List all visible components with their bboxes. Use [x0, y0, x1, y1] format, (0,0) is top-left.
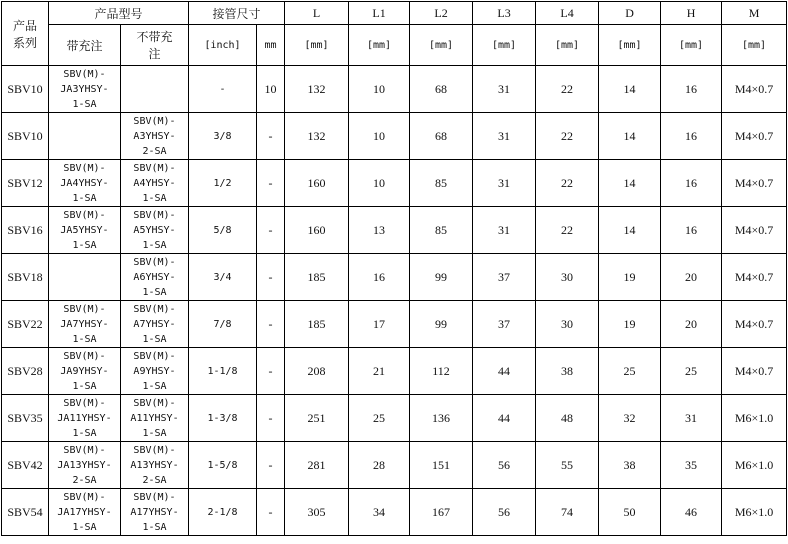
pipe-inch-cell: 3/4 — [189, 254, 257, 301]
dim-L2-cell: 99 — [410, 301, 473, 348]
model-without-charge-cell: SBV(M)- A3YHSY- 2-SA — [121, 113, 189, 160]
header-without-charge: 不带充 注 — [121, 25, 189, 66]
model-without-charge-cell — [121, 66, 189, 113]
dim-L1-cell: 17 — [349, 301, 410, 348]
header-L: L — [285, 2, 349, 25]
header-L4: L4 — [536, 2, 599, 25]
dim-L4-cell: 22 — [536, 113, 599, 160]
header-row-1 — [2, 2, 787, 25]
dim-L-cell: 160 — [285, 160, 349, 207]
dim-D-cell: 32 — [599, 395, 661, 442]
dim-L3-cell: 44 — [473, 395, 536, 442]
dim-L4-cell: 22 — [536, 66, 599, 113]
dim-H-cell: 46 — [661, 489, 722, 536]
dim-L3-cell: 31 — [473, 66, 536, 113]
pipe-inch-cell: 7/8 — [189, 301, 257, 348]
model-without-charge-cell: SBV(M)- A7YHSY- 1-SA — [121, 301, 189, 348]
dim-L-cell: 281 — [285, 442, 349, 489]
thread-M-cell: M4×0.7 — [722, 113, 787, 160]
thread-M-cell: M4×0.7 — [722, 160, 787, 207]
dim-L4-cell: 38 — [536, 348, 599, 395]
unit-L2: [mm] — [410, 25, 473, 66]
thread-M-cell: M6×1.0 — [722, 489, 787, 536]
model-with-charge-cell: SBV(M)- JA17YHSY- 1-SA — [49, 489, 121, 536]
pipe-inch-cell: - — [189, 66, 257, 113]
spec-table — [1, 1, 787, 536]
header-L1: L1 — [349, 2, 410, 25]
model-with-charge-cell: SBV(M)- JA3YHSY- 1-SA — [49, 66, 121, 113]
pipe-mm-cell: - — [257, 395, 285, 442]
series-cell: SBV35 — [2, 395, 49, 442]
pipe-mm-cell: 10 — [257, 66, 285, 113]
pipe-inch-cell: 2-1/8 — [189, 489, 257, 536]
dim-L2-cell: 68 — [410, 113, 473, 160]
series-cell: SBV16 — [2, 207, 49, 254]
dim-L2-cell: 99 — [410, 254, 473, 301]
dim-L2-cell: 112 — [410, 348, 473, 395]
header-mm: mm — [257, 25, 285, 66]
dim-D-cell: 19 — [599, 254, 661, 301]
unit-L4: [mm] — [536, 25, 599, 66]
table-row — [2, 113, 787, 160]
dim-H-cell: 20 — [661, 254, 722, 301]
pipe-mm-cell: - — [257, 160, 285, 207]
dim-L4-cell: 30 — [536, 254, 599, 301]
model-with-charge-cell: SBV(M)- JA4YHSY- 1-SA — [49, 160, 121, 207]
dim-D-cell: 14 — [599, 207, 661, 254]
dim-L-cell: 208 — [285, 348, 349, 395]
unit-L3: [mm] — [473, 25, 536, 66]
dim-L3-cell: 31 — [473, 207, 536, 254]
header-series: 产品 系列 — [2, 2, 49, 66]
dim-L4-cell: 22 — [536, 160, 599, 207]
header-with-charge: 带充注 — [49, 25, 121, 66]
pipe-mm-cell: - — [257, 254, 285, 301]
pipe-mm-cell: - — [257, 207, 285, 254]
pipe-inch-cell: 3/8 — [189, 113, 257, 160]
dim-L1-cell: 10 — [349, 113, 410, 160]
model-with-charge-cell — [49, 254, 121, 301]
series-cell: SBV18 — [2, 254, 49, 301]
header-L2: L2 — [410, 2, 473, 25]
header-row-2 — [2, 25, 787, 66]
model-without-charge-cell: SBV(M)- A13YHSY- 2-SA — [121, 442, 189, 489]
thread-M-cell: M6×1.0 — [722, 395, 787, 442]
dim-L-cell: 132 — [285, 66, 349, 113]
unit-D: [mm] — [599, 25, 661, 66]
table-row — [2, 301, 787, 348]
dim-L1-cell: 10 — [349, 160, 410, 207]
dim-L-cell: 185 — [285, 301, 349, 348]
dim-L3-cell: 56 — [473, 442, 536, 489]
pipe-inch-cell: 5/8 — [189, 207, 257, 254]
dim-L-cell: 160 — [285, 207, 349, 254]
dim-H-cell: 25 — [661, 348, 722, 395]
pipe-inch-cell: 1-1/8 — [189, 348, 257, 395]
model-without-charge-cell: SBV(M)- A4YHSY- 1-SA — [121, 160, 189, 207]
model-with-charge-cell: SBV(M)- JA5YHSY- 1-SA — [49, 207, 121, 254]
dim-D-cell: 14 — [599, 160, 661, 207]
thread-M-cell: M4×0.7 — [722, 66, 787, 113]
model-with-charge-cell — [49, 113, 121, 160]
dim-L1-cell: 34 — [349, 489, 410, 536]
dim-L4-cell: 74 — [536, 489, 599, 536]
thread-M-cell: M6×1.0 — [722, 442, 787, 489]
model-with-charge-cell: SBV(M)- JA9YHSY- 1-SA — [49, 348, 121, 395]
dim-H-cell: 16 — [661, 207, 722, 254]
header-L3: L3 — [473, 2, 536, 25]
dim-D-cell: 14 — [599, 113, 661, 160]
series-cell: SBV22 — [2, 301, 49, 348]
model-with-charge-cell: SBV(M)- JA7YHSY- 1-SA — [49, 301, 121, 348]
dim-L2-cell: 167 — [410, 489, 473, 536]
dim-L1-cell: 13 — [349, 207, 410, 254]
dim-L3-cell: 56 — [473, 489, 536, 536]
pipe-inch-cell: 1-5/8 — [189, 442, 257, 489]
table-row — [2, 348, 787, 395]
dim-L1-cell: 10 — [349, 66, 410, 113]
series-cell: SBV54 — [2, 489, 49, 536]
unit-L: [mm] — [285, 25, 349, 66]
model-without-charge-cell: SBV(M)- A9YHSY- 1-SA — [121, 348, 189, 395]
dim-L4-cell: 30 — [536, 301, 599, 348]
dim-L4-cell: 48 — [536, 395, 599, 442]
table-row — [2, 489, 787, 536]
model-without-charge-cell: SBV(M)- A11YHSY- 1-SA — [121, 395, 189, 442]
pipe-inch-cell: 1-3/8 — [189, 395, 257, 442]
dim-L1-cell: 21 — [349, 348, 410, 395]
dim-L3-cell: 37 — [473, 254, 536, 301]
table-row — [2, 395, 787, 442]
dim-L2-cell: 85 — [410, 160, 473, 207]
series-cell: SBV42 — [2, 442, 49, 489]
dim-L3-cell: 37 — [473, 301, 536, 348]
table-row — [2, 207, 787, 254]
table-row — [2, 66, 787, 113]
dim-L1-cell: 28 — [349, 442, 410, 489]
dim-L-cell: 305 — [285, 489, 349, 536]
series-cell: SBV10 — [2, 113, 49, 160]
dim-D-cell: 50 — [599, 489, 661, 536]
dim-L2-cell: 68 — [410, 66, 473, 113]
dim-L1-cell: 25 — [349, 395, 410, 442]
dim-L1-cell: 16 — [349, 254, 410, 301]
dim-L-cell: 185 — [285, 254, 349, 301]
pipe-mm-cell: - — [257, 113, 285, 160]
dim-L2-cell: 151 — [410, 442, 473, 489]
thread-M-cell: M4×0.7 — [722, 254, 787, 301]
thread-M-cell: M4×0.7 — [722, 348, 787, 395]
dim-L-cell: 132 — [285, 113, 349, 160]
header-D: D — [599, 2, 661, 25]
dim-L4-cell: 55 — [536, 442, 599, 489]
model-without-charge-cell: SBV(M)- A5YHSY- 1-SA — [121, 207, 189, 254]
pipe-mm-cell: - — [257, 301, 285, 348]
dim-D-cell: 14 — [599, 66, 661, 113]
model-without-charge-cell: SBV(M)- A6YHSY- 1-SA — [121, 254, 189, 301]
dim-H-cell: 16 — [661, 160, 722, 207]
dim-H-cell: 20 — [661, 301, 722, 348]
header-M: M — [722, 2, 787, 25]
table-row — [2, 160, 787, 207]
unit-L1: [mm] — [349, 25, 410, 66]
series-cell: SBV10 — [2, 66, 49, 113]
table-row — [2, 442, 787, 489]
pipe-mm-cell: - — [257, 348, 285, 395]
series-cell: SBV28 — [2, 348, 49, 395]
dim-H-cell: 16 — [661, 113, 722, 160]
table-row — [2, 254, 787, 301]
dim-H-cell: 35 — [661, 442, 722, 489]
header-H: H — [661, 2, 722, 25]
thread-M-cell: M4×0.7 — [722, 207, 787, 254]
model-with-charge-cell: SBV(M)- JA11YHSY- 1-SA — [49, 395, 121, 442]
dim-H-cell: 31 — [661, 395, 722, 442]
dim-L2-cell: 85 — [410, 207, 473, 254]
pipe-inch-cell: 1/2 — [189, 160, 257, 207]
unit-H: [mm] — [661, 25, 722, 66]
dim-L3-cell: 31 — [473, 113, 536, 160]
series-cell: SBV12 — [2, 160, 49, 207]
header-model-group: 产品型号 — [49, 2, 189, 25]
dim-L-cell: 251 — [285, 395, 349, 442]
dim-L4-cell: 22 — [536, 207, 599, 254]
pipe-mm-cell: - — [257, 442, 285, 489]
thread-M-cell: M4×0.7 — [722, 301, 787, 348]
model-without-charge-cell: SBV(M)- A17YHSY- 1-SA — [121, 489, 189, 536]
model-with-charge-cell: SBV(M)- JA13YHSY- 2-SA — [49, 442, 121, 489]
dim-L2-cell: 136 — [410, 395, 473, 442]
header-inch: [inch] — [189, 25, 257, 66]
dim-D-cell: 19 — [599, 301, 661, 348]
dim-L3-cell: 31 — [473, 160, 536, 207]
dim-H-cell: 16 — [661, 66, 722, 113]
dim-L3-cell: 44 — [473, 348, 536, 395]
dim-D-cell: 25 — [599, 348, 661, 395]
unit-M: [mm] — [722, 25, 787, 66]
pipe-mm-cell: - — [257, 489, 285, 536]
header-pipe-group: 接管尺寸 — [189, 2, 285, 25]
dim-D-cell: 38 — [599, 442, 661, 489]
